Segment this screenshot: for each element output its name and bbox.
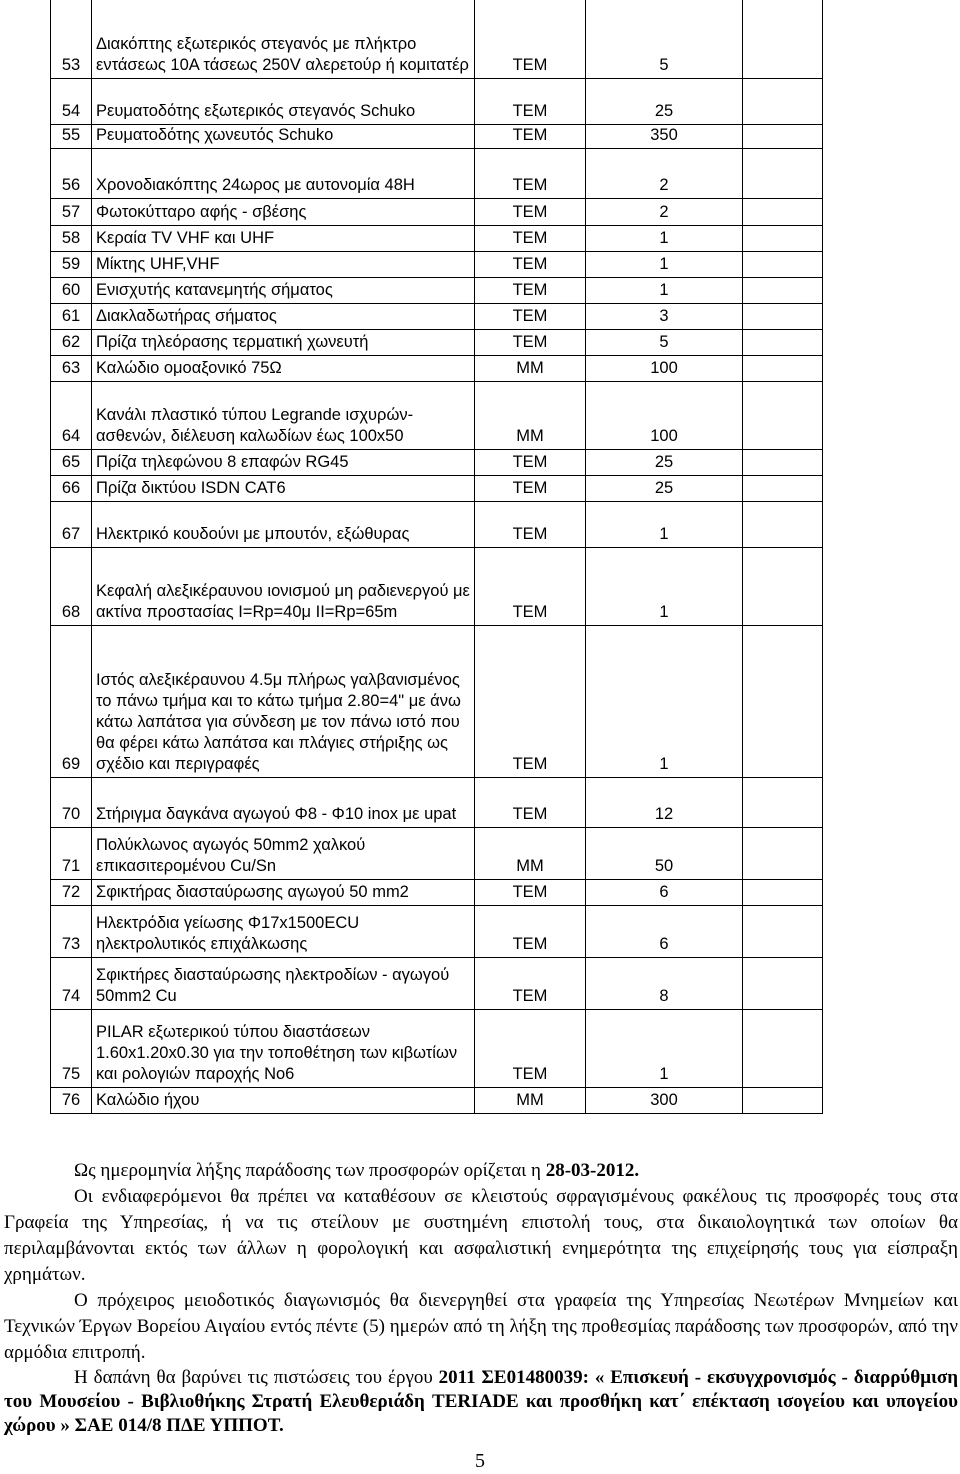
item-unit: ΤΕΜ [475,957,586,1009]
table-row [51,905,823,957]
item-quantity: 25 [586,475,743,501]
table-row [51,449,823,475]
table-row [51,78,823,124]
item-description: Κεφαλή αλεξικέραυνου ιονισμού μη ραδιενεργού με ακτίνα προστασίας I=Rp=40μ II=Rp=65m [92,547,475,625]
item-unit: ΤΕΜ [475,277,586,303]
item-quantity: 6 [586,905,743,957]
submission-paragraph: Οι ενδιαφερόμενοι θα πρέπει να καταθέσουν σε κλειστούς σφραγισμένους φακέλους τις προσφορές τους στα Γραφεία της Υπηρεσίας, ή να τις στείλουν με συστημένη επιστολή τους, στα δικαιολογητικά των οποίων θα περιλαμβάνονται εκτός των άλλων η φορολογική και ασφαλιστική ενημερότητα της επιχείρησής τους για είσπραξη χρημάτων. [4,1186,958,1285]
item-number: 55 [51,124,92,148]
item-description: Διακόπτης εξωτερικός στεγανός με πλήκτρο εντάσεως 10Α τάσεως 250V αλερετούρ ή κομιτατέρ [92,0,475,78]
item-unit: ΤΕΜ [475,303,586,329]
item-quantity: 50 [586,827,743,879]
item-quantity: 2 [586,148,743,198]
item-empty-cell [743,381,823,449]
item-description: Σφικτήρες διασταύρωσης ηλεκτροδίων - αγωγού 50mm2 Cu [92,957,475,1009]
item-number: 61 [51,303,92,329]
item-number: 74 [51,957,92,1009]
deadline-text: Ως ημερομηνία λήξης παράδοσης των προσφορών ορίζεται η [74,1160,546,1181]
item-unit: ΤΕΜ [475,0,586,78]
table-row [51,0,823,78]
table-row [51,501,823,547]
table-row [51,198,823,225]
item-description: Ρευματοδότης χωνευτός Schuko [92,124,475,148]
table-row [51,277,823,303]
table-row [51,381,823,449]
item-empty-cell [743,905,823,957]
item-description: PILAR εξωτερικού τύπου διαστάσεων 1.60x1.20x0.30 για την τοποθέτηση των κιβωτίων και ρολογιών παροχής Νο6 [92,1009,475,1087]
item-number: 53 [51,0,92,78]
table-row [51,1009,823,1087]
item-description: Πολύκλωνος αγωγός 50mm2 χαλκού επικασιτερομένου Cu/Sn [92,827,475,879]
item-unit: ΜΜ [475,381,586,449]
item-empty-cell [743,124,823,148]
item-empty-cell [743,78,823,124]
item-number: 75 [51,1009,92,1087]
item-quantity: 1 [586,277,743,303]
item-description: Ενισχυτής κατανεμητής σήματος [92,277,475,303]
item-quantity: 3 [586,303,743,329]
item-description: Πρίζα δικτύου ISDN CAT6 [92,475,475,501]
item-description: Χρονοδιακόπτης 24ωρος με αυτονομία 48Η [92,148,475,198]
item-description: Καλώδιο ήχου [92,1087,475,1113]
item-description: Πρίζα τηλεφώνου 8 επαφών RG45 [92,449,475,475]
item-quantity: 1 [586,225,743,251]
item-empty-cell [743,449,823,475]
item-quantity: 100 [586,381,743,449]
item-empty-cell [743,148,823,198]
deadline-date: 28-03-2012. [545,1160,640,1181]
project-title: 2011 ΣΕ01480039: « Επισκευή - εκσυγχρονισμός - διαρρύθμιση του Μουσείου - Βιβλιοθήκης Στρατή Ελευθεριάδη TERIADE και προσθήκη κατ΄ επέκταση ισογείου και υπογείου χώρου » ΣΑΕ 014/8 ΠΔΕ ΥΠΠΟΤ. [4,1367,958,1436]
item-empty-cell [743,1009,823,1087]
item-number: 67 [51,501,92,547]
item-unit: ΤΕΜ [475,329,586,355]
item-quantity: 12 [586,777,743,827]
table-row [51,625,823,777]
item-number: 64 [51,381,92,449]
item-quantity: 8 [586,957,743,1009]
item-description: Πρίζα τηλεόρασης τερματική χωνευτή [92,329,475,355]
item-number: 66 [51,475,92,501]
item-unit: ΤΕΜ [475,124,586,148]
table-row [51,547,823,625]
item-quantity: 5 [586,329,743,355]
item-number: 59 [51,251,92,277]
item-quantity: 25 [586,449,743,475]
item-empty-cell [743,879,823,905]
table-row [51,148,823,198]
table-row [51,957,823,1009]
item-empty-cell [743,225,823,251]
table-row [51,827,823,879]
table-row [51,251,823,277]
item-quantity: 1 [586,1009,743,1087]
item-empty-cell [743,957,823,1009]
deadline-paragraph [4,1158,958,1184]
item-number: 69 [51,625,92,777]
item-unit: ΜΜ [475,827,586,879]
item-unit: ΤΕΜ [475,501,586,547]
item-unit: ΤΕΜ [475,777,586,827]
item-quantity: 25 [586,78,743,124]
item-empty-cell [743,277,823,303]
item-empty-cell [743,547,823,625]
item-quantity: 350 [586,124,743,148]
item-empty-cell [743,0,823,78]
item-unit: ΜΜ [475,355,586,381]
item-quantity: 5 [586,0,743,78]
item-unit: ΤΕΜ [475,78,586,124]
item-empty-cell [743,329,823,355]
item-description: Διακλαδωτήρας σήματος [92,303,475,329]
item-number: 56 [51,148,92,198]
table-row [51,1087,823,1113]
item-number: 72 [51,879,92,905]
item-description: Ηλεκτρόδια γείωσης Φ17x1500ECU ηλεκτρολυτικός επιχάλκωσης [92,905,475,957]
item-number: 65 [51,449,92,475]
item-empty-cell [743,355,823,381]
item-number: 73 [51,905,92,957]
item-unit: ΤΕΜ [475,225,586,251]
item-number: 58 [51,225,92,251]
table-row [51,475,823,501]
table-row [51,329,823,355]
item-unit: ΤΕΜ [475,1009,586,1087]
item-unit: ΤΕΜ [475,198,586,225]
item-description: Κανάλι πλαστικό τύπου Legrande ισχυρών-ασθενών, διέλευση καλωδίων έως 100x50 [92,381,475,449]
items-table-body [51,0,823,1113]
item-description: Σφικτήρας διασταύρωσης αγωγού 50 mm2 [92,879,475,905]
item-description: Φωτοκύτταρο αφής - σβέσης [92,198,475,225]
item-quantity: 6 [586,879,743,905]
table-row [51,124,823,148]
items-table [50,0,823,1114]
item-number: 54 [51,78,92,124]
item-description: Ηλεκτρικό κουδούνι με μπουτόν, εξώθυρας [92,501,475,547]
item-description: Κεραία TV VHF και UHF [92,225,475,251]
item-quantity: 1 [586,625,743,777]
item-unit: ΤΕΜ [475,879,586,905]
item-unit: ΤΕΜ [475,625,586,777]
item-quantity: 1 [586,501,743,547]
item-description: Ιστός αλεξικέραυνου 4.5μ πλήρως γαλβανισμένος το πάνω τμήμα και το κάτω τμήμα 2.80=4" με άνω κάτω λαπάτσα για σύνδεση με τον πάνω ιστό που θα φέρει κάτω λαπάτσα και πλάγιες στήριξης ως σχέδιο και περιγραφές [92,625,475,777]
item-number: 63 [51,355,92,381]
item-unit: ΤΕΜ [475,449,586,475]
item-unit: ΜΜ [475,1087,586,1113]
item-quantity: 1 [586,547,743,625]
item-quantity: 300 [586,1087,743,1113]
item-number: 71 [51,827,92,879]
item-number: 62 [51,329,92,355]
item-empty-cell [743,827,823,879]
item-empty-cell [743,1087,823,1113]
item-number: 68 [51,547,92,625]
item-unit: ΤΕΜ [475,148,586,198]
item-empty-cell [743,475,823,501]
item-empty-cell [743,303,823,329]
item-description: Ρευματοδότης εξωτερικός στεγανός Schuko [92,78,475,124]
table-row [51,303,823,329]
tender-paragraph: Ο πρόχειρος μειοδοτικός διαγωνισμός θα διενεργηθεί στα γραφεία της Υπηρεσίας Νεωτέρων Μνημείων και Τεχνικών Έργων Βορείου Αιγαίου εντός πέντε (5) ημερών από τη λήξη της προθεσμίας παράδοσης των προσφορών, από την αρμόδια επιτροπή. [4,1290,958,1363]
table-row [51,355,823,381]
item-empty-cell [743,777,823,827]
budget-paragraph [4,1366,958,1438]
item-description: Καλώδιο ομοαξονικό 75Ω [92,355,475,381]
item-description: Στήριγμα δαγκάνα αγωγού Φ8 - Φ10 inox με upat [92,777,475,827]
item-description: Μίκτης UHF,VHF [92,251,475,277]
item-number: 60 [51,277,92,303]
item-quantity: 1 [586,251,743,277]
item-empty-cell [743,625,823,777]
item-empty-cell [743,198,823,225]
item-empty-cell [743,251,823,277]
item-empty-cell [743,501,823,547]
item-number: 57 [51,198,92,225]
item-unit: ΤΕΜ [475,905,586,957]
item-number: 76 [51,1087,92,1113]
budget-text: Η δαπάνη θα βαρύνει τις πιστώσεις του έργου [74,1367,439,1388]
item-quantity: 100 [586,355,743,381]
item-unit: ΤΕΜ [475,547,586,625]
table-row [51,879,823,905]
item-quantity: 2 [586,198,743,225]
table-row [51,777,823,827]
item-unit: ΤΕΜ [475,475,586,501]
item-number: 70 [51,777,92,827]
table-row [51,225,823,251]
item-unit: ΤΕΜ [475,251,586,277]
page-number: 5 [475,1450,485,1472]
